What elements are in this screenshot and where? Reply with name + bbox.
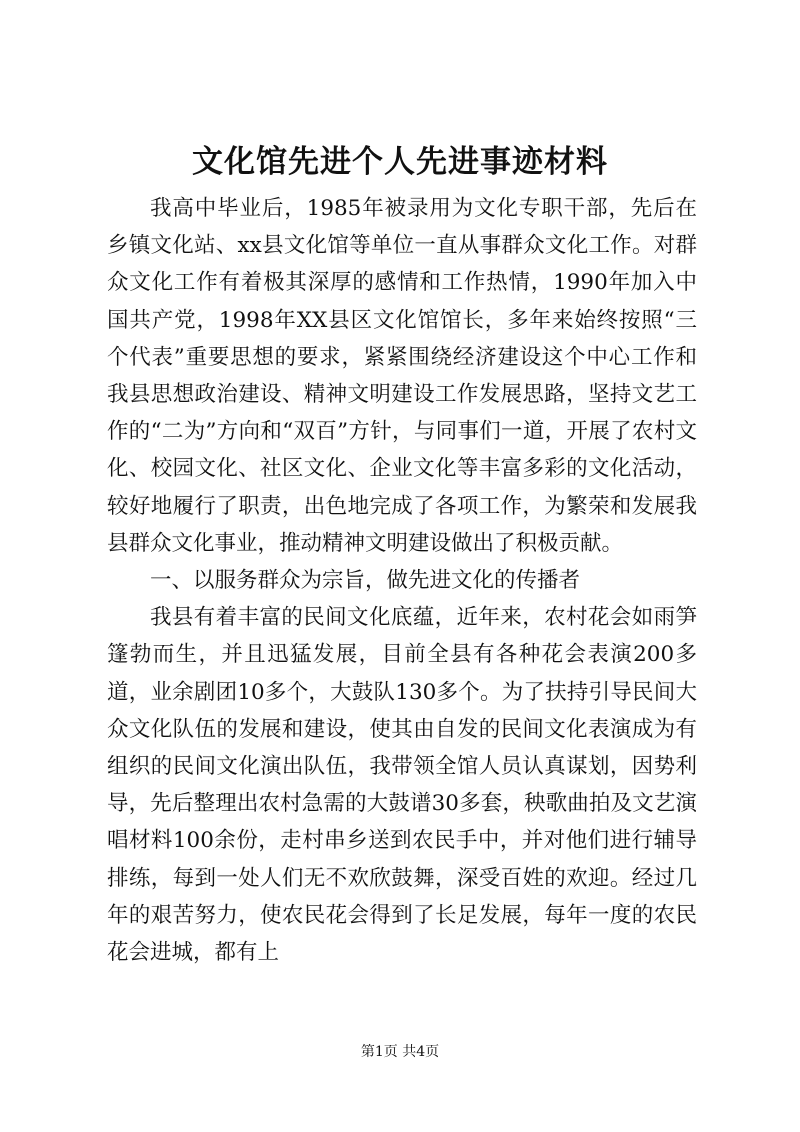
intro-paragraph: 我高中毕业后，1985年被录用为文化专职干部，先后在乡镇文化站、xx县文化馆等单位一直从事群众文化工作。对群众文化工作有着极其深厚的感情和工作热情，1990年加入中国共产党，1998年XX县区文化馆馆长，多年来始终按照“三个代表”重要思想的要求，紧紧围绕经济建设这个中心工作和我县思想政治建设、精神文明建设工作发展思路，坚持文艺工作的“二为”方向和“双百”方针，与同事们一道，开展了农村文化、校园文化、社区文化、企业文化等丰富多彩的文化活动，较好地履行了职责，出色地完成了各项工作，为繁荣和发展我县群众文化事业，推动精神文明建设做出了积极贡献。 xyxy=(107,196,697,556)
section-paragraph: 我县有着丰富的民间文化底蕴，近年来，农村花会如雨笋篷勃而生，并且迅猛发展，目前全县有各种花会表演200多道，业余剧团10多个，大鼓队130多个。为了扶持引导民间大众文化队伍的发展和建设，使其由自发的民间文化表演成为有组织的民间文化演出队伍，我带领全馆人员认真谋划，因势利导，先后整理出农村急需的大鼓谱30多套，秧歌曲拍及文艺演唱材料100余份，走村串乡送到农民手中，并对他们进行辅导排练，每到一处人们无不欢欣鼓舞，深受百姓的欢迎。经过几年的艰苦努力，使农民花会得到了长足发展，每年一度的农民花会进城，都有上 xyxy=(107,605,697,966)
section-heading: 一、以服务群众为宗旨，做先进文化的传播者 xyxy=(150,568,581,594)
page-title: 文化馆先进个人先进事迹材料 xyxy=(192,144,608,180)
page-number: 第1页 共4页 xyxy=(360,1044,440,1060)
document-body xyxy=(107,190,697,971)
